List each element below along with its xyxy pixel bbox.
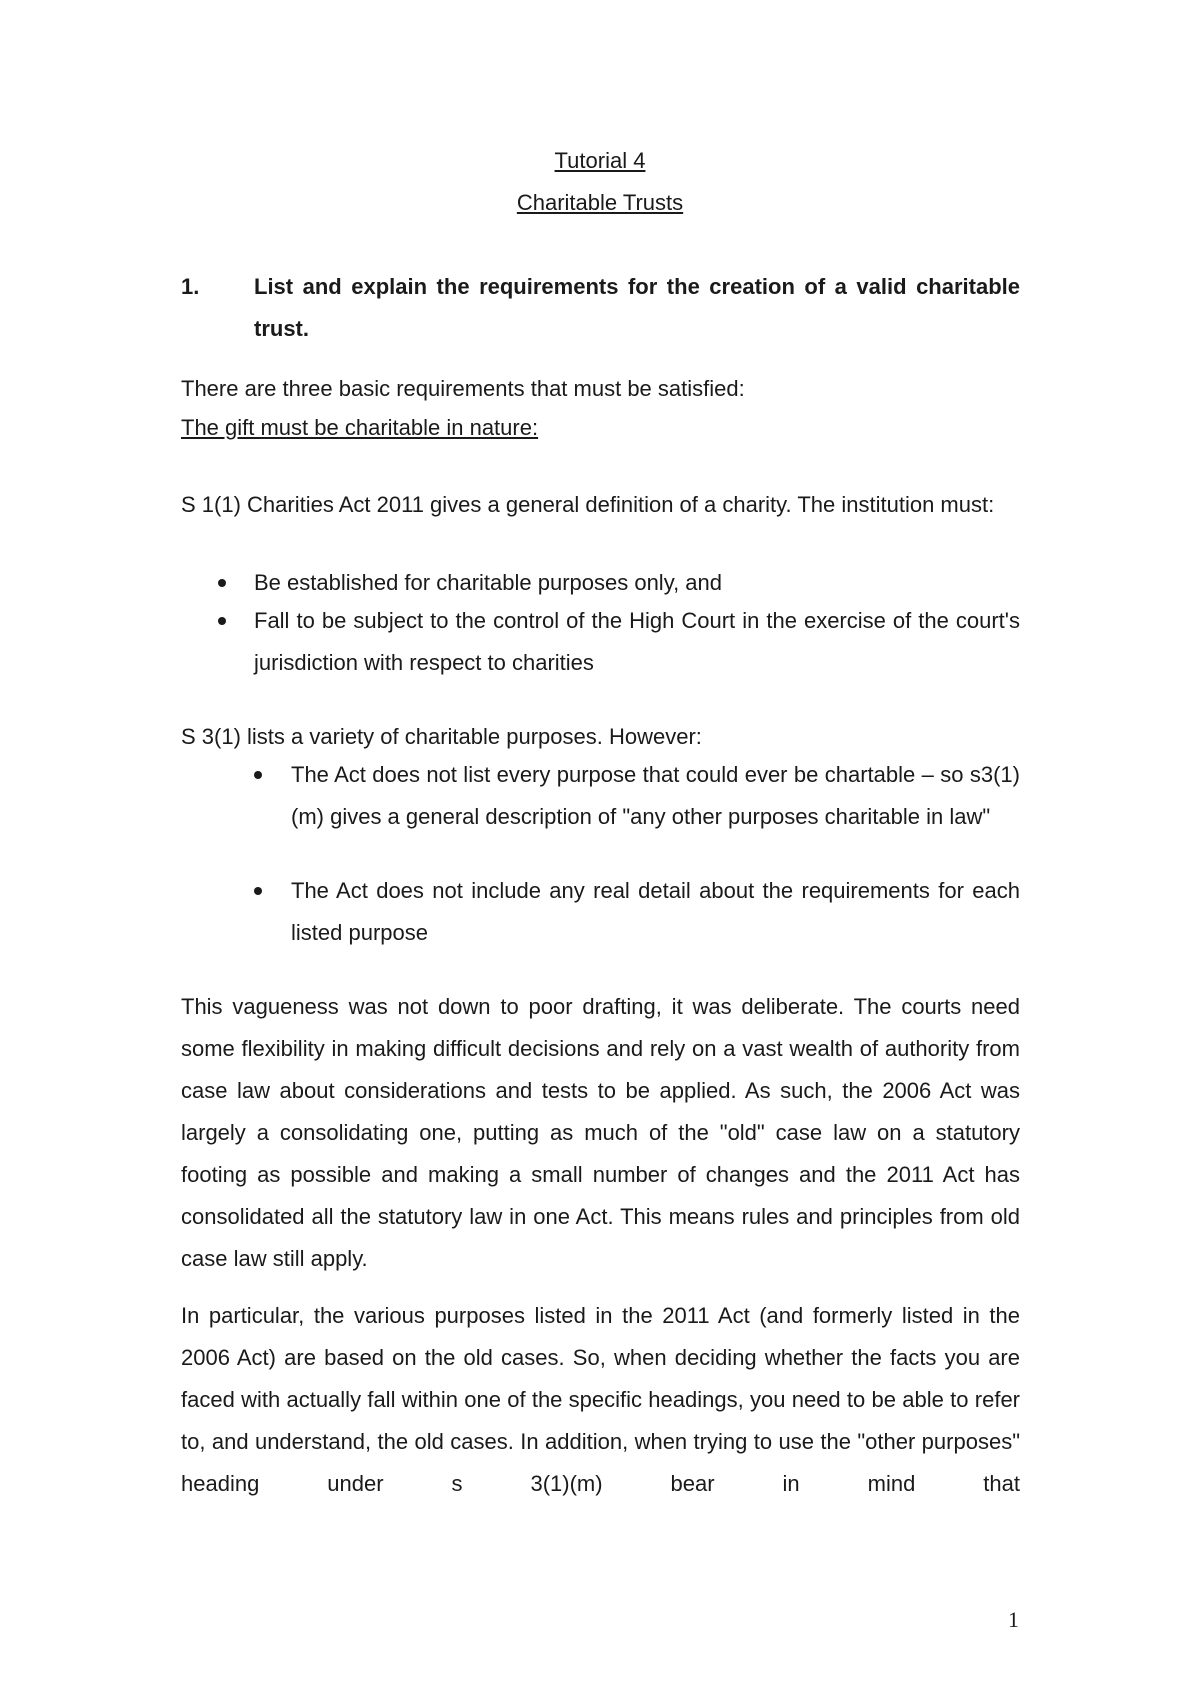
- s3-bullet-item: [0, 754, 1200, 880]
- s1-paragraph: S 1(1) Charities Act 2011 gives a general definition of a charity. The institution must:: [181, 492, 995, 517]
- intro-paragraph: There are three basic requirements that must be satisfied:: [181, 376, 745, 401]
- vagueness-paragraph: This vagueness was not down to poor drafting, it was deliberate. The courts need some flexibility in making difficult decisions and rely on a vast wealth of authority from case law about considerations and tests to be applied. As such, the 2006 Act was largely a consolidating one, putting as much of the "old" case law on a statutory footing as possible and making a small number of changes and the 2011 Act has consolidated all the statutory law in one Act. This means rules and principles from old case law still apply.: [181, 994, 1020, 1271]
- bullet-icon: [218, 617, 226, 625]
- question-text: List and explain the requirements for the creation of a valid charitable trust.: [254, 274, 1020, 341]
- particular-paragraph: In particular, the various purposes listed in the 2011 Act (and formerly listed in the 2006 Act) are based on the old cases. So, when deciding whether the facts you are faced with actually fall within one of the specific headings, you need to be able to refer to, and understand, the old cases. In addition, when trying to use the "other purposes" heading under s 3(1)(m) bear in mind that: [181, 1303, 1020, 1496]
- bullet-icon: [218, 579, 226, 587]
- s3-bullet-text: The Act does not include any real detail about the requirements for each listed purpose: [291, 878, 1020, 945]
- bullet-icon: [254, 887, 262, 895]
- page-number: 1: [1008, 1607, 1019, 1632]
- s1-bullet-item: [0, 562, 1200, 604]
- document-subtitle: Charitable Trusts: [516, 190, 684, 215]
- s3-paragraph: S 3(1) lists a variety of charitable purposes. However:: [181, 724, 702, 749]
- question-number: 1.: [181, 274, 200, 299]
- s1-bullet-text: Fall to be subject to the control of the High Court in the exercise of the court's jurisdiction with respect to charities: [254, 608, 1020, 675]
- document-title: Tutorial 4: [554, 148, 646, 173]
- section-heading: The gift must be charitable in nature:: [181, 415, 539, 440]
- s3-bullet-text: The Act does not list every purpose that could ever be chartable – so s3(1)(m) gives a general description of "any other purposes charitable in law": [291, 762, 1020, 829]
- s1-bullet-item: [0, 600, 1200, 684]
- s1-bullet-text: Be established for charitable purposes only, and: [254, 570, 722, 595]
- bullet-icon: [254, 771, 262, 779]
- s3-bullet-item: [0, 870, 1200, 954]
